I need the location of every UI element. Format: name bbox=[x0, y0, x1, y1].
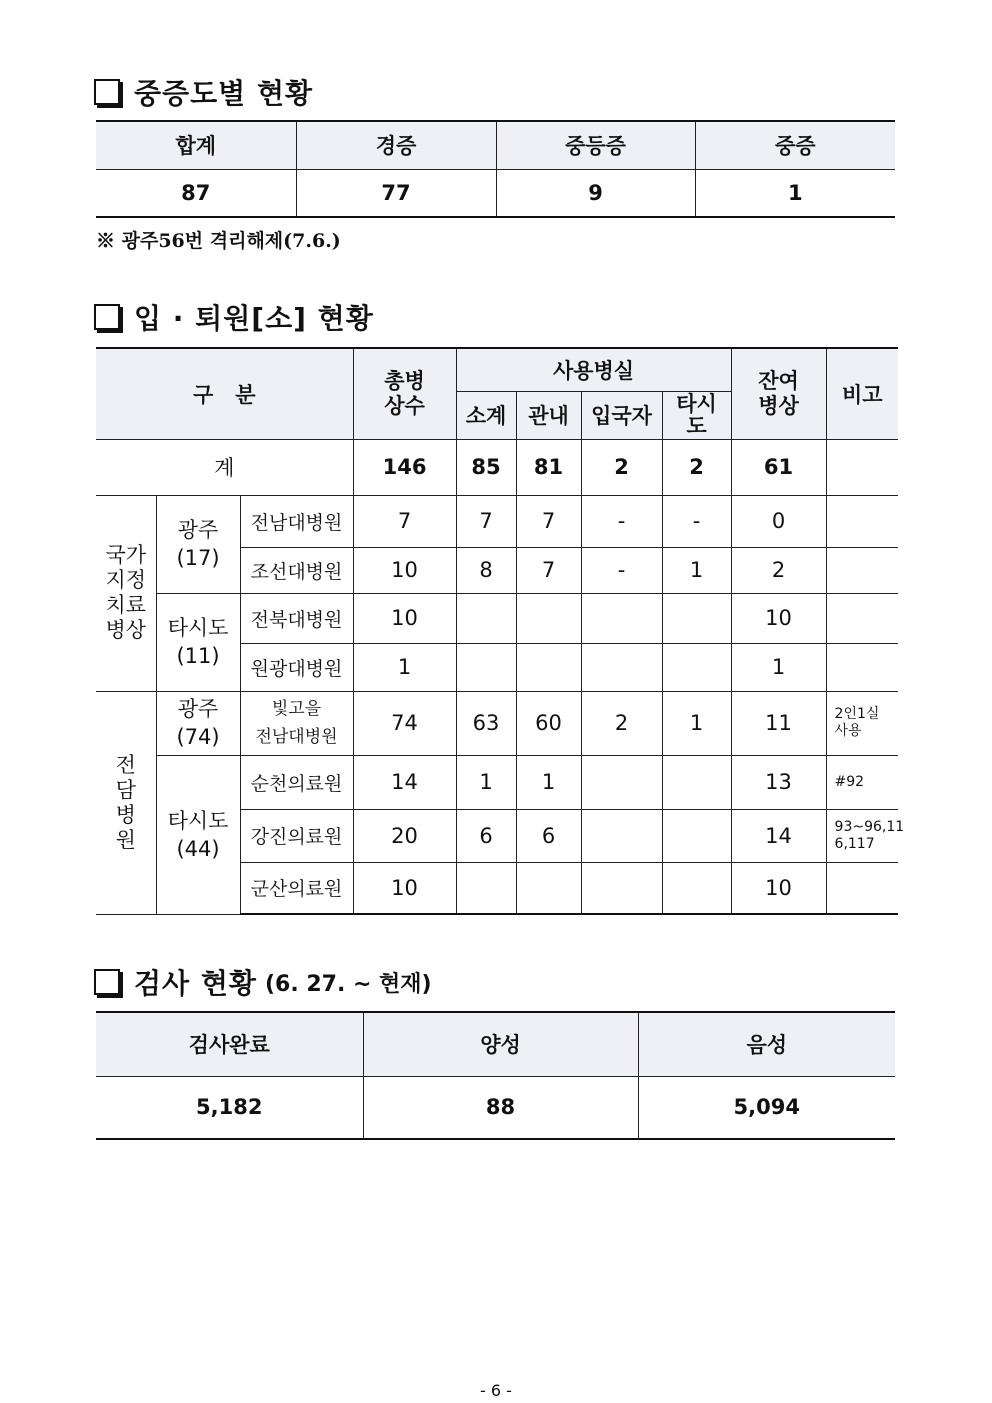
total-label: 계 bbox=[96, 439, 353, 495]
value-cell: 10 bbox=[353, 862, 456, 914]
value-cell bbox=[826, 439, 898, 495]
value-cell: 1 bbox=[456, 755, 516, 809]
value-cell: 8 bbox=[456, 547, 516, 593]
value-cell: 77 bbox=[296, 169, 496, 217]
hospital-name: 강진의료원 bbox=[240, 809, 353, 862]
value-cell: 10 bbox=[731, 862, 826, 914]
value-cell bbox=[516, 593, 581, 643]
value-cell: 7 bbox=[516, 495, 581, 547]
value-cell: 13 bbox=[731, 755, 826, 809]
hospital-name: 원광대병원 bbox=[240, 643, 353, 691]
value-cell bbox=[581, 809, 662, 862]
header-cell: 음성 bbox=[638, 1012, 895, 1076]
note-text: ※ 광주56번 격리해제(7.6.) bbox=[96, 230, 341, 252]
hospital-name: 순천의료원 bbox=[240, 755, 353, 809]
value-cell bbox=[662, 643, 731, 691]
value-cell: 6 bbox=[516, 809, 581, 862]
value-cell bbox=[456, 643, 516, 691]
header-remarks: 비고 bbox=[826, 348, 898, 439]
value-cell: 7 bbox=[516, 547, 581, 593]
page-number: - 6 - bbox=[480, 1381, 512, 1400]
value-cell: 7 bbox=[353, 495, 456, 547]
value-cell: 2 bbox=[581, 691, 662, 755]
value-cell bbox=[662, 862, 731, 914]
admission-table bbox=[96, 347, 905, 915]
value-cell bbox=[662, 809, 731, 862]
section-heading-admission bbox=[94, 297, 374, 337]
value-cell: 1 bbox=[662, 691, 731, 755]
value-cell: 74 bbox=[353, 691, 456, 755]
value-cell: 1 bbox=[695, 169, 895, 217]
value-cell bbox=[581, 755, 662, 809]
value-cell: 11 bbox=[731, 691, 826, 755]
header-local: 관내 bbox=[516, 391, 581, 439]
header-cell: 경증 bbox=[296, 121, 496, 169]
value-cell: 1 bbox=[662, 547, 731, 593]
header-remaining: 잔여 병상 bbox=[731, 348, 826, 439]
value-cell bbox=[581, 862, 662, 914]
value-cell: 63 bbox=[456, 691, 516, 755]
remark-cell: 2인1실 사용 bbox=[826, 691, 898, 755]
header-entrant: 입국자 bbox=[581, 391, 662, 439]
header-cell: 양성 bbox=[363, 1012, 638, 1076]
value-cell: - bbox=[581, 495, 662, 547]
value-cell bbox=[516, 862, 581, 914]
group-label: 국가 지정 치료 병상 bbox=[96, 495, 156, 691]
header-total-beds: 총병 상수 bbox=[353, 348, 456, 439]
value-cell: 5,094 bbox=[638, 1076, 895, 1139]
header-cell: 검사완료 bbox=[96, 1012, 363, 1076]
hospital-name: 조선대병원 bbox=[240, 547, 353, 593]
value-cell: 0 bbox=[731, 495, 826, 547]
value-cell: 2 bbox=[731, 547, 826, 593]
header-cell: 중증 bbox=[695, 121, 895, 169]
hospital-name: 전북대병원 bbox=[240, 593, 353, 643]
value-cell bbox=[581, 593, 662, 643]
header-cell: 합계 bbox=[96, 121, 296, 169]
value-cell: - bbox=[662, 495, 731, 547]
value-cell bbox=[581, 643, 662, 691]
value-cell: 5,182 bbox=[96, 1076, 363, 1139]
value-cell: 88 bbox=[363, 1076, 638, 1139]
value-cell: 7 bbox=[456, 495, 516, 547]
section-heading-severity bbox=[94, 72, 313, 112]
value-cell: 60 bbox=[516, 691, 581, 755]
value-cell: 14 bbox=[731, 809, 826, 862]
subgroup-label: 타시도 (44) bbox=[156, 755, 240, 914]
value-cell: 61 bbox=[731, 439, 826, 495]
value-cell bbox=[662, 755, 731, 809]
hospital-name: 빛고을 전남대병원 bbox=[240, 691, 353, 755]
section-heading-tests bbox=[94, 962, 432, 1002]
value-cell: 14 bbox=[353, 755, 456, 809]
value-cell bbox=[456, 862, 516, 914]
value-cell bbox=[456, 593, 516, 643]
header-other-region: 타시 도 bbox=[662, 391, 731, 439]
severity-table bbox=[96, 120, 895, 218]
hospital-name: 군산의료원 bbox=[240, 862, 353, 914]
value-cell: 87 bbox=[96, 169, 296, 217]
value-cell: 146 bbox=[353, 439, 456, 495]
value-cell: 9 bbox=[496, 169, 695, 217]
value-cell: 10 bbox=[353, 593, 456, 643]
header-subtotal: 소계 bbox=[456, 391, 516, 439]
section-title: 검사 현황 bbox=[134, 967, 257, 1000]
remark-cell bbox=[826, 593, 898, 643]
remark-cell: #92 bbox=[826, 755, 898, 809]
section-title: 중증도별 현황 bbox=[134, 77, 314, 110]
checkbox-square-icon bbox=[94, 969, 120, 995]
value-cell: - bbox=[581, 547, 662, 593]
checkbox-square-icon bbox=[94, 304, 120, 330]
value-cell bbox=[516, 643, 581, 691]
remark-cell bbox=[826, 547, 898, 593]
value-cell: 2 bbox=[581, 439, 662, 495]
tests-table bbox=[96, 1011, 895, 1140]
hospital-name: 전남대병원 bbox=[240, 495, 353, 547]
value-cell: 10 bbox=[731, 593, 826, 643]
header-cell: 중등증 bbox=[496, 121, 695, 169]
value-cell: 1 bbox=[353, 643, 456, 691]
value-cell: 10 bbox=[353, 547, 456, 593]
subgroup-label: 타시도 (11) bbox=[156, 593, 240, 691]
subgroup-label: 광주 (74) bbox=[156, 691, 240, 755]
value-cell: 1 bbox=[516, 755, 581, 809]
remark-cell: 93~96,11 6,117 bbox=[826, 809, 898, 862]
remark-cell bbox=[826, 862, 898, 914]
subgroup-label: 광주 (17) bbox=[156, 495, 240, 593]
remark-cell bbox=[826, 495, 898, 547]
header-category: 구 분 bbox=[96, 348, 353, 439]
value-cell: 6 bbox=[456, 809, 516, 862]
value-cell: 85 bbox=[456, 439, 516, 495]
value-cell: 20 bbox=[353, 809, 456, 862]
value-cell: 2 bbox=[662, 439, 731, 495]
header-used-rooms: 사용병실 bbox=[456, 348, 731, 391]
section-subtitle: (6. 27. ~ 현재) bbox=[264, 971, 432, 997]
value-cell bbox=[662, 593, 731, 643]
section-title: 입 · 퇴원[소] 현황 bbox=[134, 302, 374, 335]
group-label: 전 담 병 원 bbox=[96, 691, 156, 914]
checkbox-square-icon bbox=[94, 79, 120, 105]
value-cell: 81 bbox=[516, 439, 581, 495]
value-cell: 1 bbox=[731, 643, 826, 691]
remark-cell bbox=[826, 643, 898, 691]
